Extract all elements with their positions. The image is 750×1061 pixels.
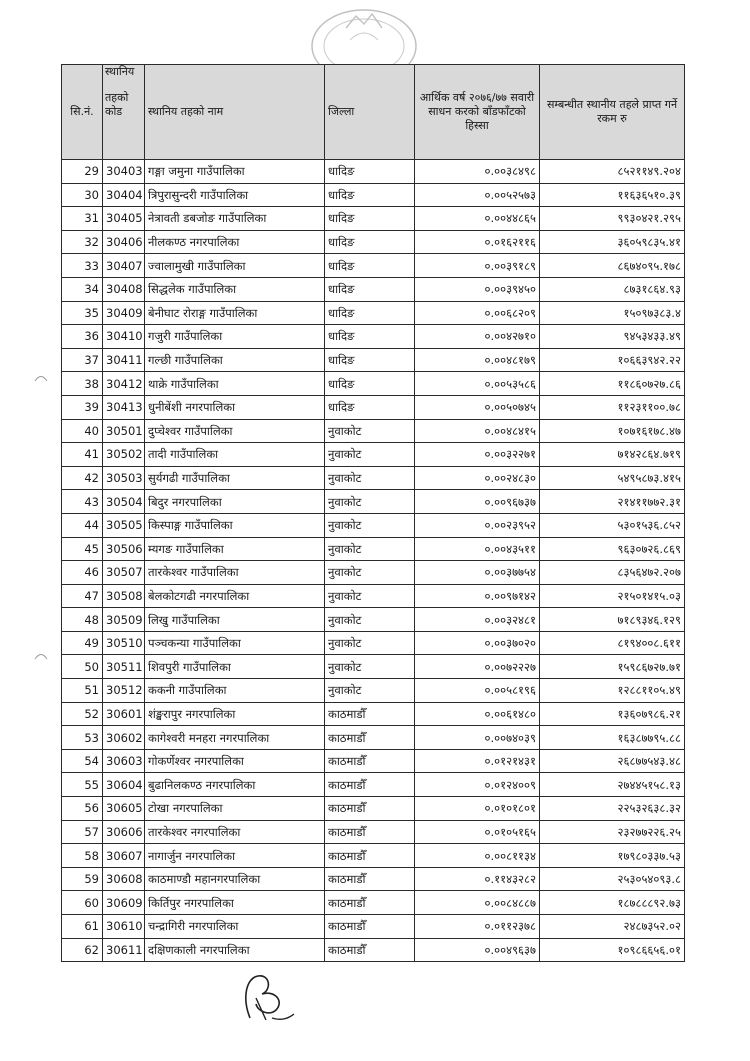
local-body-code-cell: 30412 [103, 372, 145, 396]
local-body-name-cell: गजुरी गाउँपालिका [145, 325, 325, 349]
serial-number-cell: 60 [62, 891, 103, 915]
amount-header: सम्बन्धीत स्थानीय तहले प्राप्त गर्ने रकम रु [540, 65, 685, 160]
local-body-code-cell: 30408 [103, 277, 145, 301]
district-cell: धादिङ [325, 372, 415, 396]
local-body-code-cell: 30601 [103, 702, 145, 726]
local-body-name-cell: चन्द्रागिरी नगरपालिका [145, 915, 325, 939]
table-body [62, 160, 685, 962]
table-row [62, 372, 685, 396]
table-row [62, 348, 685, 372]
amount-cell: ११२३११००.७८ [540, 395, 685, 419]
table-row [62, 207, 685, 231]
amount-cell: १७९८०३३७.५३ [540, 844, 685, 868]
amount-cell: १०९८६६५६.०१ [540, 938, 685, 962]
tax-share-cell: ०.००९७१४२ [415, 584, 540, 608]
district-cell: धादिङ [325, 348, 415, 372]
local-body-code-cell: 30512 [103, 679, 145, 703]
local-body-code-cell: 30603 [103, 749, 145, 773]
serial-number-header: सि.नं. [62, 65, 103, 160]
local-body-name-cell: गोकर्णेश्वर नगरपालिका [145, 749, 325, 773]
handwritten-signature [236, 968, 300, 1026]
local-body-code-cell: 30504 [103, 490, 145, 514]
district-cell: धादिङ [325, 160, 415, 184]
tax-share-cell: ०.००४३५११ [415, 537, 540, 561]
district-cell: काठमाडौँ [325, 797, 415, 821]
table-row [62, 513, 685, 537]
tax-share-cell: ०.००३७०२० [415, 631, 540, 655]
local-body-code-cell: 30508 [103, 584, 145, 608]
local-body-name-cell: बिदुर नगरपालिका [145, 490, 325, 514]
serial-number-cell: 61 [62, 915, 103, 939]
local-body-code-cell: 30609 [103, 891, 145, 915]
local-body-name-cell: बुढानिलकण्ठ नगरपालिका [145, 773, 325, 797]
amount-cell: १८७८८८९२.७३ [540, 891, 685, 915]
district-cell: काठमाडौँ [325, 702, 415, 726]
tax-share-cell: ०.००८४८८७ [415, 891, 540, 915]
amount-cell: २६८७७५४३.४८ [540, 749, 685, 773]
district-cell: नुवाकोट [325, 584, 415, 608]
district-header: जिल्ला [325, 65, 415, 160]
serial-number-cell: 43 [62, 490, 103, 514]
local-body-code-cell: 30404 [103, 183, 145, 207]
local-body-name-cell: किर्तिपुर नगरपालिका [145, 891, 325, 915]
local-body-code-cell: 30410 [103, 325, 145, 349]
local-body-name-cell: लिखु गाउँपालिका [145, 608, 325, 632]
serial-number-cell: 56 [62, 797, 103, 821]
local-body-code-cell: 30409 [103, 301, 145, 325]
table-row [62, 773, 685, 797]
serial-number-cell: 38 [62, 372, 103, 396]
local-body-name-cell: सिद्धलेक गाउँपालिका [145, 277, 325, 301]
local-body-code-cell: 30406 [103, 230, 145, 254]
table-row [62, 325, 685, 349]
serial-number-cell: 42 [62, 466, 103, 490]
local-body-name-cell: नीलकण्ठ नगरपालिका [145, 230, 325, 254]
amount-cell: ८७३१८६४.९३ [540, 277, 685, 301]
local-body-code-cell: 30604 [103, 773, 145, 797]
code-header-line: तहको [105, 90, 129, 104]
tax-share-cell: ०.००२३९५२ [415, 513, 540, 537]
table-row [62, 230, 685, 254]
tax-share-cell: ०.०१२१४३१ [415, 749, 540, 773]
local-body-name-cell: बेनीघाट रोराङ्ग गाउँपालिका [145, 301, 325, 325]
district-cell: नुवाकोट [325, 419, 415, 443]
local-body-name-cell: थाक्रे गाउँपालिका [145, 372, 325, 396]
district-cell: धादिङ [325, 183, 415, 207]
serial-number-cell: 49 [62, 631, 103, 655]
table-row [62, 702, 685, 726]
tax-share-cell: ०.००६१४८० [415, 702, 540, 726]
district-cell: धादिङ [325, 254, 415, 278]
table-row [62, 561, 685, 585]
table-row [62, 655, 685, 679]
district-cell: धादिङ [325, 325, 415, 349]
table-row [62, 490, 685, 514]
table-row [62, 631, 685, 655]
district-cell: नुवाकोट [325, 443, 415, 467]
district-cell: नुवाकोट [325, 537, 415, 561]
local-body-code-cell: 30507 [103, 561, 145, 585]
district-cell: नुवाकोट [325, 466, 415, 490]
district-cell: धादिङ [325, 301, 415, 325]
local-body-name-cell: शंङ्खरापुर नगरपालिका [145, 702, 325, 726]
serial-number-cell: 47 [62, 584, 103, 608]
amount-cell: २५३०५४०९३.८ [540, 867, 685, 891]
local-body-name-cell: गङ्गा जमुना गाउँपालिका [145, 160, 325, 184]
amount-cell: ११६३६५१०.३९ [540, 183, 685, 207]
table-row [62, 183, 685, 207]
local-body-code-cell: 30407 [103, 254, 145, 278]
local-body-name-cell: दुप्चेश्वर गाउँपालिका [145, 419, 325, 443]
district-cell: नुवाकोट [325, 655, 415, 679]
tax-share-cell: ०.०१२४००९ [415, 773, 540, 797]
district-cell: काठमाडौँ [325, 867, 415, 891]
local-body-name-cell: तादी गाउँपालिका [145, 443, 325, 467]
district-cell: काठमाडौँ [325, 938, 415, 962]
serial-number-cell: 48 [62, 608, 103, 632]
tax-share-cell: ०.०१६२११६ [415, 230, 540, 254]
tax-share-cell: ०.००९६७३७ [415, 490, 540, 514]
table-row [62, 891, 685, 915]
district-cell: नुवाकोट [325, 608, 415, 632]
amount-cell: ८१९४००८.६११ [540, 631, 685, 655]
amount-cell: १५०९७३८३.४ [540, 301, 685, 325]
local-body-code-cell: 30411 [103, 348, 145, 372]
amount-cell: २१५०१४१५.०३ [540, 584, 685, 608]
local-body-code-cell: 30403 [103, 160, 145, 184]
table-row [62, 254, 685, 278]
serial-number-cell: 51 [62, 679, 103, 703]
table-row [62, 537, 685, 561]
district-cell: काठमाडौँ [325, 773, 415, 797]
tax-share-cell: ०.००५०७४५ [415, 395, 540, 419]
amount-cell: १५९८६७२७.७१ [540, 655, 685, 679]
table-row [62, 395, 685, 419]
district-cell: धादिङ [325, 277, 415, 301]
local-body-name-header: स्थानिय तहको नाम [145, 65, 325, 160]
table-row [62, 844, 685, 868]
serial-number-cell: 29 [62, 160, 103, 184]
table-row [62, 797, 685, 821]
tax-share-cell: ०.११४३२८२ [415, 867, 540, 891]
local-body-name-cell: ककनी गाउँपालिका [145, 679, 325, 703]
district-cell: काठमाडौँ [325, 891, 415, 915]
table-row [62, 419, 685, 443]
local-body-name-cell: धुनीबेंशी नगरपालिका [145, 395, 325, 419]
local-body-code-cell: 30501 [103, 419, 145, 443]
local-body-code-cell: 30602 [103, 726, 145, 750]
tax-share-cell: ०.००५८१९६ [415, 679, 540, 703]
local-body-name-cell: दक्षिणकाली नगरपालिका [145, 938, 325, 962]
serial-number-cell: 52 [62, 702, 103, 726]
local-body-code-header [103, 65, 145, 160]
serial-number-cell: 50 [62, 655, 103, 679]
local-body-name-cell: त्रिपुरासुन्दरी गाउँपालिका [145, 183, 325, 207]
table-row [62, 915, 685, 939]
local-body-name-cell: ज्वालामुखी गाउँपालिका [145, 254, 325, 278]
tax-share-cell: ०.००७४०३९ [415, 726, 540, 750]
local-body-name-cell: नेत्रावती डबजोङ गाउँपालिका [145, 207, 325, 231]
district-cell: नुवाकोट [325, 561, 415, 585]
local-body-name-cell: सुर्यगढी गाउँपालिका [145, 466, 325, 490]
local-body-name-cell: कागेश्वरी मनहरा नगरपालिका [145, 726, 325, 750]
district-cell: धादिङ [325, 207, 415, 231]
amount-cell: १६३८७७९५.८८ [540, 726, 685, 750]
local-body-code-cell: 30510 [103, 631, 145, 655]
local-body-code-cell: 30610 [103, 915, 145, 939]
amount-cell: ९६३०७२६.८६९ [540, 537, 685, 561]
amount-cell: ७१८९३४६.१२९ [540, 608, 685, 632]
serial-number-cell: 58 [62, 844, 103, 868]
allocation-table [61, 64, 685, 962]
district-cell: नुवाकोट [325, 679, 415, 703]
serial-number-cell: 59 [62, 867, 103, 891]
tax-share-cell: ०.००८११३४ [415, 844, 540, 868]
district-cell: काठमाडौँ [325, 726, 415, 750]
local-body-name-cell: शिवपुरी गाउँपालिका [145, 655, 325, 679]
tax-share-cell: ०.००२४८३० [415, 466, 540, 490]
table-row [62, 301, 685, 325]
table-row [62, 679, 685, 703]
serial-number-cell: 55 [62, 773, 103, 797]
serial-number-cell: 30 [62, 183, 103, 207]
local-body-code-cell: 30611 [103, 938, 145, 962]
local-body-code-cell: 30502 [103, 443, 145, 467]
tax-share-cell: ०.००३९१८९ [415, 254, 540, 278]
amount-cell: ९४५३४३३.४९ [540, 325, 685, 349]
punch-hole-mark [34, 650, 48, 660]
tax-share-cell: ०.००३९४५० [415, 277, 540, 301]
table-row [62, 820, 685, 844]
tax-share-cell: ०.००५३५८६ [415, 372, 540, 396]
amount-cell: ८५२११४९.२०४ [540, 160, 685, 184]
code-header-line: स्थानिय [105, 65, 135, 78]
amount-cell: ८६७४०९५.१७८ [540, 254, 685, 278]
local-body-name-cell: काठमाण्डौ महानगरपालिका [145, 867, 325, 891]
serial-number-cell: 57 [62, 820, 103, 844]
serial-number-cell: 34 [62, 277, 103, 301]
amount-cell: १३६०७९८६.२१ [540, 702, 685, 726]
local-body-code-cell: 30506 [103, 537, 145, 561]
serial-number-cell: 36 [62, 325, 103, 349]
tax-share-cell: ०.००३२४८१ [415, 608, 540, 632]
tax-share-cell: ०.००४४८६५ [415, 207, 540, 231]
local-body-code-cell: 30606 [103, 820, 145, 844]
tax-share-cell: ०.००७२२२७ [415, 655, 540, 679]
serial-number-cell: 53 [62, 726, 103, 750]
serial-number-cell: 33 [62, 254, 103, 278]
local-body-code-cell: 30511 [103, 655, 145, 679]
serial-number-cell: 45 [62, 537, 103, 561]
amount-cell: १२८८११०५.४९ [540, 679, 685, 703]
amount-cell: ३६०५९८३५.४१ [540, 230, 685, 254]
table-header [62, 65, 685, 160]
tax-share-cell: ०.००४८१७९ [415, 348, 540, 372]
tax-share-cell: ०.००५२५७३ [415, 183, 540, 207]
tax-share-cell: ०.०१०५१६५ [415, 820, 540, 844]
local-body-code-cell: 30605 [103, 797, 145, 821]
local-body-name-cell: टोखा नगरपालिका [145, 797, 325, 821]
serial-number-cell: 31 [62, 207, 103, 231]
district-cell: काठमाडौँ [325, 820, 415, 844]
local-body-code-cell: 30505 [103, 513, 145, 537]
serial-number-cell: 37 [62, 348, 103, 372]
serial-number-cell: 46 [62, 561, 103, 585]
code-header-line: कोड [105, 104, 123, 118]
table-row [62, 726, 685, 750]
official-seal-stamp [306, 6, 422, 68]
district-cell: नुवाकोट [325, 631, 415, 655]
amount-cell: ५४९५८७३.४१५ [540, 466, 685, 490]
table-row [62, 466, 685, 490]
amount-cell: ११८६०७२७.८६ [540, 372, 685, 396]
table-row [62, 938, 685, 962]
table-row [62, 160, 685, 184]
local-body-code-cell: 30413 [103, 395, 145, 419]
amount-cell: १०६६३९४२.२२ [540, 348, 685, 372]
tax-share-header: आर्थिक वर्ष २०७६/७७ सवारी साधन करको बाँडफाँटको हिस्सा [415, 65, 540, 160]
amount-cell: ५३०१५३६.८५२ [540, 513, 685, 537]
district-cell: नुवाकोट [325, 490, 415, 514]
local-body-code-cell: 30509 [103, 608, 145, 632]
local-body-code-cell: 30608 [103, 867, 145, 891]
district-cell: धादिङ [325, 395, 415, 419]
tax-share-cell: ०.००४८४१५ [415, 419, 540, 443]
district-cell: धादिङ [325, 230, 415, 254]
header-spacer [105, 79, 142, 91]
table-row [62, 749, 685, 773]
serial-number-cell: 40 [62, 419, 103, 443]
table-row [62, 867, 685, 891]
local-body-name-cell: तारकेश्वर नगरपालिका [145, 820, 325, 844]
table-row [62, 277, 685, 301]
serial-number-cell: 41 [62, 443, 103, 467]
amount-cell: ८३५६४७२.२०७ [540, 561, 685, 585]
amount-cell: २२५३२६३८.३२ [540, 797, 685, 821]
district-cell: काठमाडौँ [325, 915, 415, 939]
amount-cell: १०७१६१७८.४७ [540, 419, 685, 443]
local-body-name-cell: नागार्जुन नगरपालिका [145, 844, 325, 868]
local-body-code-cell: 30607 [103, 844, 145, 868]
table-row [62, 443, 685, 467]
tax-share-cell: ०.००४९६३७ [415, 938, 540, 962]
district-cell: काठमाडौँ [325, 749, 415, 773]
amount-cell: २३२७७२२६.२५ [540, 820, 685, 844]
local-body-code-cell: 30503 [103, 466, 145, 490]
local-body-name-cell: किस्पाङ्ग गाउँपालिका [145, 513, 325, 537]
serial-number-cell: 44 [62, 513, 103, 537]
tax-share-cell: ०.००३७७५४ [415, 561, 540, 585]
serial-number-cell: 62 [62, 938, 103, 962]
amount-cell: २७४४५१५८.१३ [540, 773, 685, 797]
amount-cell: २४८७३५२.०२ [540, 915, 685, 939]
table-row [62, 584, 685, 608]
tax-share-cell: ०.०११२३७८ [415, 915, 540, 939]
serial-number-cell: 54 [62, 749, 103, 773]
local-body-name-cell: तारकेश्वर गाउँपालिका [145, 561, 325, 585]
serial-number-cell: 35 [62, 301, 103, 325]
local-body-name-cell: बेलकोटगढी नगरपालिका [145, 584, 325, 608]
serial-number-cell: 39 [62, 395, 103, 419]
local-body-code-cell: 30405 [103, 207, 145, 231]
district-cell: नुवाकोट [325, 513, 415, 537]
tax-share-cell: ०.००४२७१० [415, 325, 540, 349]
local-body-name-cell: पञ्चकन्या गाउँपालिका [145, 631, 325, 655]
amount-cell: २१४११७७२.३१ [540, 490, 685, 514]
district-cell: काठमाडौँ [325, 844, 415, 868]
amount-cell: ७१४२८६४.७१९ [540, 443, 685, 467]
tax-share-cell: ०.००६८२०९ [415, 301, 540, 325]
table-row [62, 608, 685, 632]
punch-hole-mark [34, 372, 48, 382]
amount-cell: ९९३०४२१.२९५ [540, 207, 685, 231]
serial-number-cell: 32 [62, 230, 103, 254]
tax-share-cell: ०.०१०१८०१ [415, 797, 540, 821]
local-body-name-cell: म्यगङ गाउँपालिका [145, 537, 325, 561]
local-body-name-cell: गल्छी गाउँपालिका [145, 348, 325, 372]
tax-share-cell: ०.००३२२७१ [415, 443, 540, 467]
tax-share-cell: ०.००३८४९८ [415, 160, 540, 184]
